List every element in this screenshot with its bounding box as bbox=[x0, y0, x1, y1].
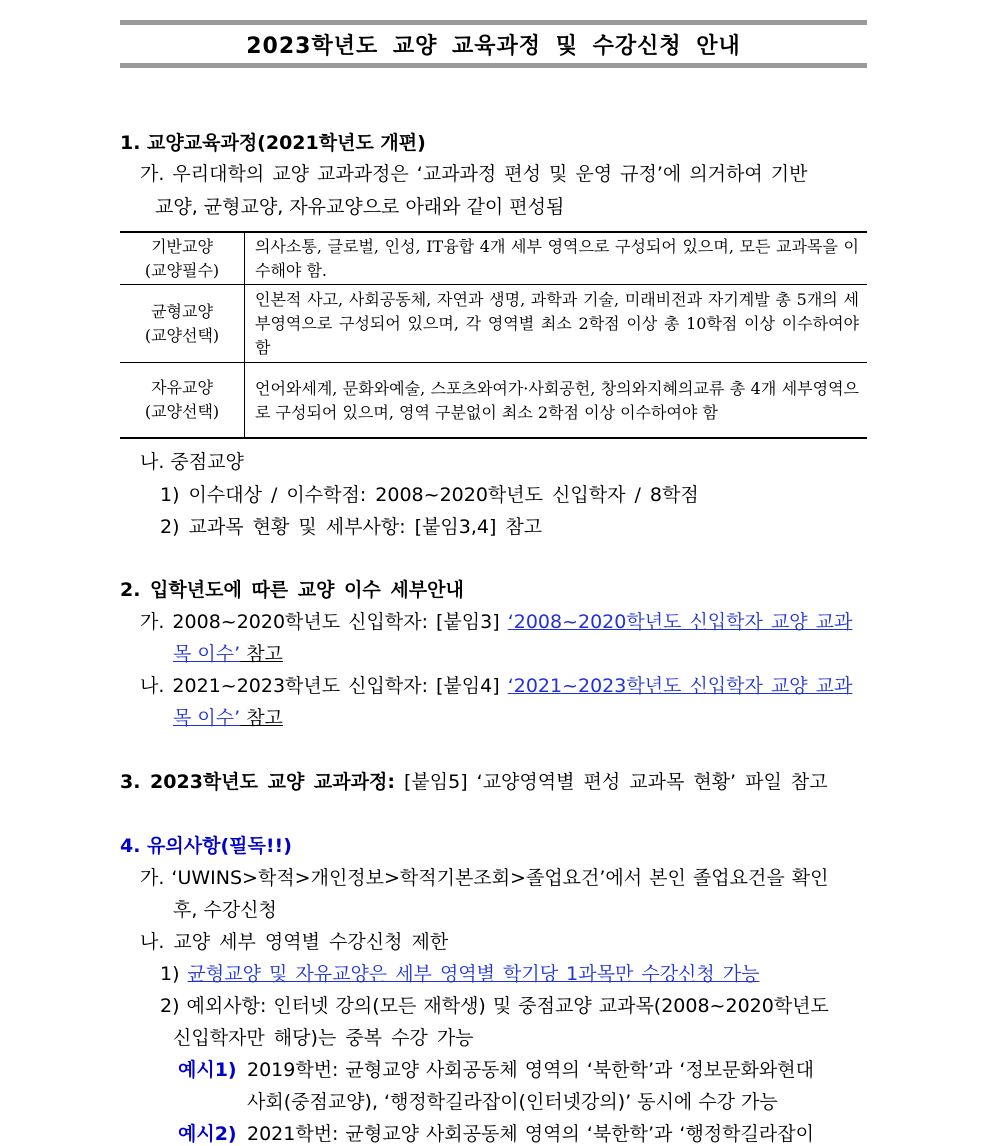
s2-ga-link-cont[interactable]: 목 이수’ bbox=[173, 643, 241, 665]
category-cell bbox=[120, 285, 245, 363]
s2-ga-line1 bbox=[140, 610, 852, 634]
s4-na-item1-num: 1) bbox=[160, 963, 188, 985]
category-name: 기반교양 bbox=[151, 236, 213, 256]
table-row bbox=[120, 363, 867, 439]
example-1-line2: 사회(중점교양), ‘행정학길라잡이(인터넷강의)’ 동시에 수강 가능 bbox=[247, 1091, 778, 1113]
s4-na-item1 bbox=[160, 962, 760, 986]
s2-na-link[interactable]: ‘2021~2023학년도 신입학자 교양 교과 bbox=[507, 675, 853, 697]
s4-na-item1-link[interactable]: 균형교양 및 자유교양은 세부 영역별 학기당 1과목만 수강신청 가능 bbox=[187, 963, 760, 985]
example-1-label: 예시1) bbox=[178, 1059, 237, 1081]
section-2-heading: 2. 입학년도에 따른 교양 이수 세부안내 bbox=[120, 579, 464, 601]
title-banner bbox=[120, 20, 867, 68]
s2-ga-line2 bbox=[173, 642, 283, 666]
section-4-heading: 4. 유의사항(필독!!) bbox=[120, 835, 292, 857]
category-cell bbox=[120, 232, 245, 285]
s4-na: 나. 교양 세부 영역별 수강신청 제한 bbox=[140, 931, 449, 953]
category-description: 인본적 사고, 사회공동체, 자연과 생명, 과학과 기술, 미래비전과 자기계발 총 5개의 세부영역으로 구성되어 있으며, 각 영역별 최소 2학점 이상 총 10학점 이상 이수하여야 함 bbox=[245, 285, 868, 363]
section-3 bbox=[120, 770, 828, 794]
s2-na-suffix: 참고 bbox=[240, 707, 283, 729]
s2-ga-link[interactable]: ‘2008~2020학년도 신입학자 교양 교과 bbox=[507, 611, 853, 633]
section-3-heading: 3. 2023학년도 교양 교과과정: bbox=[120, 771, 395, 793]
s1-na-item1: 1) 이수대상 / 이수학점: 2008~2020학년도 신입학자 / 8학점 bbox=[160, 484, 699, 506]
s2-na-prefix: 나. 2021~2023학년도 신입학자: [붙임4] bbox=[140, 675, 508, 697]
s2-ga-suffix: 참고 bbox=[240, 643, 283, 665]
s4-na-item2-line2: 신입학자만 해당)는 중복 수강 가능 bbox=[173, 1027, 474, 1049]
s4-ga-line2: 후, 수강신청 bbox=[173, 899, 277, 921]
section-1-heading: 1. 교양교육과정(2021학년도 개편) bbox=[120, 132, 426, 154]
category-type: (교양필수) bbox=[144, 260, 220, 280]
category-cell bbox=[120, 363, 245, 439]
section-3-text: [붙임5] ‘교양영역별 편성 교과목 현황’ 파일 참고 bbox=[394, 771, 828, 793]
s4-na-item2-line1: 2) 예외사항: 인터넷 강의(모든 재학생) 및 중점교양 교과목(2008~2020학년도 bbox=[160, 995, 829, 1017]
s2-ga-prefix: 가. 2008~2020학년도 신입학자: [붙임3] bbox=[140, 611, 508, 633]
table-row bbox=[120, 285, 867, 363]
example-2-line1: 2021학번: 균형교양 사회공동체 영역의 ‘북한학’과 ‘행정학길라잡이 bbox=[247, 1123, 814, 1145]
s2-na-link-cont[interactable]: 목 이수’ bbox=[173, 707, 241, 729]
s4-ga-line1: 가. ‘UWINS>학적>개인정보>학적기본조회>졸업요건’에서 본인 졸업요건을 확인 bbox=[140, 867, 829, 889]
page-title: 2023학년도 교양 교육과정 및 수강신청 안내 bbox=[246, 33, 741, 59]
example-2-label: 예시2) bbox=[178, 1123, 237, 1145]
category-type: (교양선택) bbox=[144, 402, 220, 421]
category-name: 균형교양 bbox=[151, 301, 213, 321]
category-name: 자유교양 bbox=[151, 378, 213, 397]
table-row bbox=[120, 232, 867, 285]
category-type: (교양선택) bbox=[144, 325, 220, 345]
s1-ga-line1: 가. 우리대학의 교양 교과과정은 ‘교과과정 편성 및 운영 규정’에 의거하여 기반 bbox=[140, 163, 808, 185]
example-1-line1: 2019학번: 균형교양 사회공동체 영역의 ‘북한학’과 ‘정보문화와현대 bbox=[247, 1059, 814, 1081]
s2-na-line1 bbox=[140, 674, 852, 698]
curriculum-table bbox=[120, 231, 867, 439]
s1-na: 나. 중점교양 bbox=[140, 451, 244, 473]
s1-na-item2: 2) 교과목 현황 및 세부사항: [붙임3,4] 참고 bbox=[160, 516, 543, 538]
s1-ga-line2: 교양, 균형교양, 자유교양으로 아래와 같이 편성됨 bbox=[155, 196, 565, 218]
category-description: 의사소통, 글로벌, 인성, IT융합 4개 세부 영역으로 구성되어 있으며, 모든 교과목을 이수해야 함. bbox=[255, 237, 859, 280]
category-description: 언어와세계, 문화와예술, 스포츠와여가·사회공헌, 창의와지혜의교류 총 4개 세부영역으로 구성되어 있으며, 영역 구분없이 최소 2학점 이상 이수하여야 함 bbox=[245, 363, 868, 439]
s2-na-line2 bbox=[173, 706, 283, 730]
